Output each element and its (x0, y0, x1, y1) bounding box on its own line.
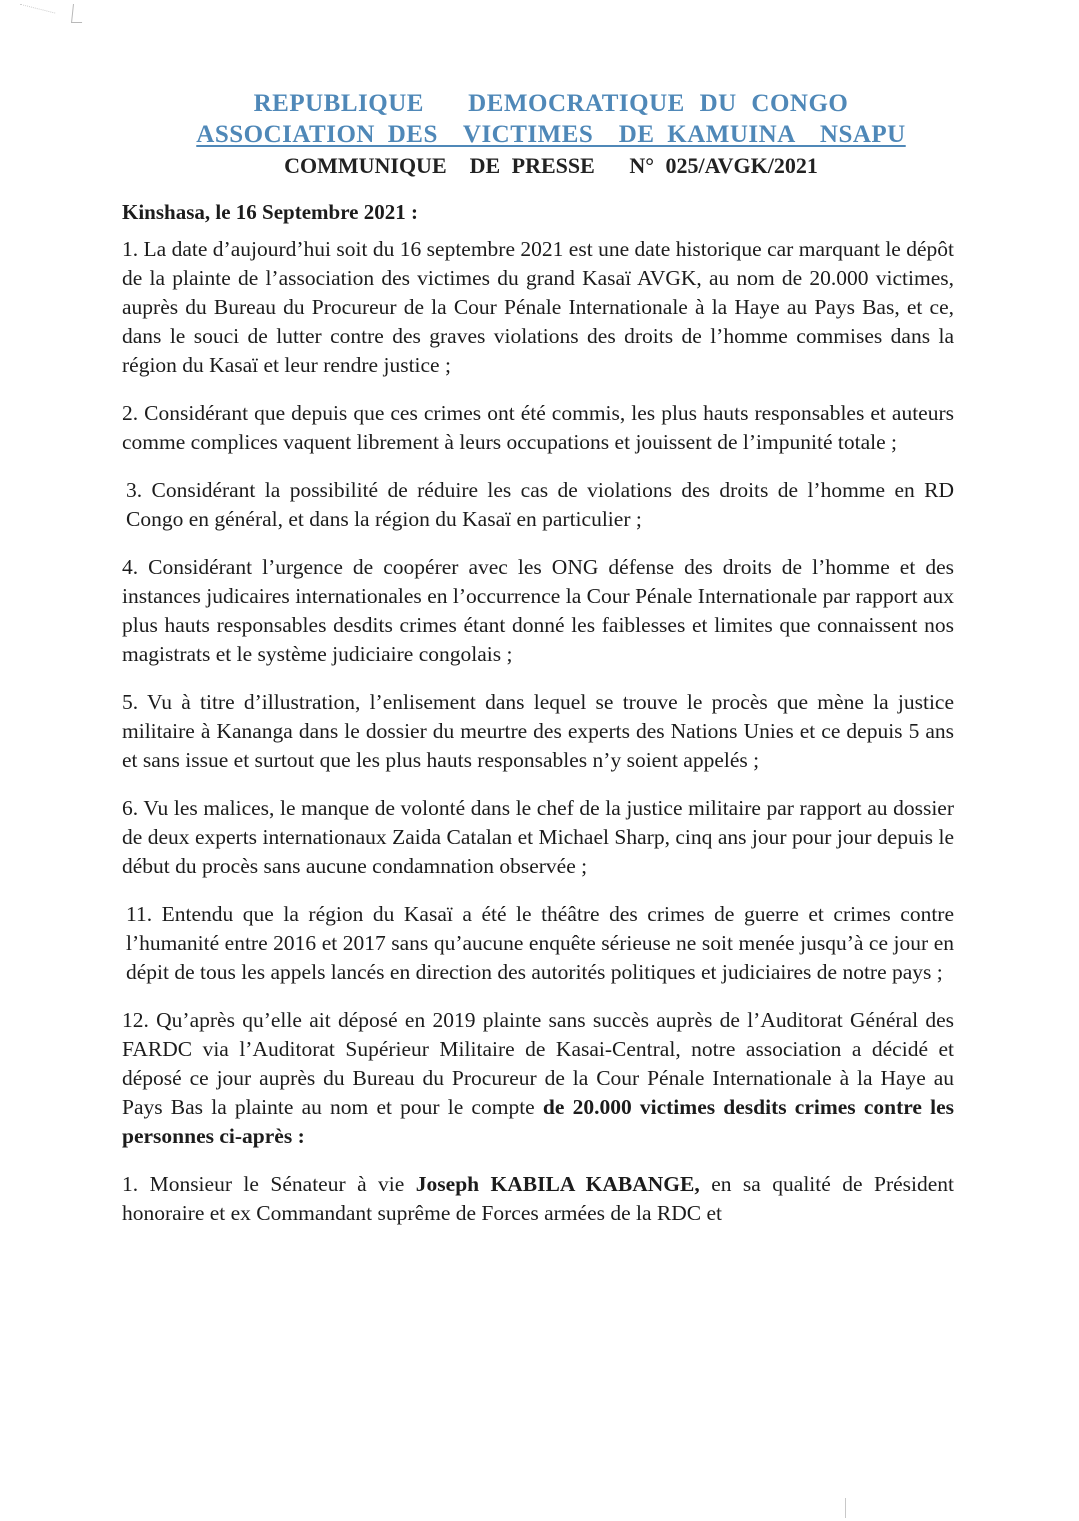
paragraph-12 (122, 1006, 954, 1151)
accused-item-1-suffix: en sa qualité de Président honoraire et ex Commandant suprême de Forces armées de la RDC et (122, 1172, 955, 1225)
accused-item-1 (122, 1170, 954, 1228)
paragraph-4: 4. Considérant l’urgence de coopérer avec les ONG défense des droits de l’homme et des instances judicaires internationales en l’occurrence la Cour Pénale Internationale par rapport aux plus hauts responsables desdits crimes étant donné les faiblesses et limites que connaissent nos magistrats et le système judiciaire congolais ; (122, 555, 954, 666)
document-page (122, 88, 954, 1247)
paragraph-1: 1. La date d’aujourd’hui soit du 16 septembre 2021 est une date historique car marquant le dépôt de la plainte de l’association des victimes du grand Kasaï AVGK, au nom de 20.000 victimes, auprès du Bureau du Procureur de la Cour Pénale Internationale à la Haye au Pays Bas, et ce, dans le souci de lutter contre des graves violations des droits de l’homme commises dans la région du Kasaï et leur rendre justice ; (122, 237, 954, 377)
paragraph-3: 3. Considérant la possibilité de réduire les cas de violations des droits de l’homme en RD Congo en général, et dans la région du Kasaï en particulier ; (126, 478, 954, 531)
header-country: REPUBLIQUE DEMOCRATIQUE DU CONGO (253, 90, 849, 117)
scan-edge-mark (845, 1498, 846, 1518)
scan-smudge (17, 4, 56, 27)
paragraph-2: 2. Considérant que depuis que ces crimes ont été commis, les plus hauts responsables et auteurs comme complices vaquent librement à leurs occupations et jouissent de l’impunité totale ; (122, 401, 954, 454)
accused-item-1-prefix: 1. Monsieur le Sénateur à vie (122, 1172, 405, 1196)
header-association: ASSOCIATION DES VICTIMES DE KAMUINA NSAPU (196, 121, 906, 148)
dateline: Kinshasa, le 16 Septembre 2021 : (122, 200, 418, 224)
paragraph-12-bold: de 20.000 victimes desdits crimes contre les personnes ci-après : (122, 1095, 954, 1148)
paragraph-5: 5. Vu à titre d’illustration, l’enlisement dans lequel se trouve le procès que mène la justice militaire à Kananga dans le dossier du meurtre des experts des Nations Unies et ce depuis 5 ans et sans issue et surtout que les plus hauts responsables n’y soient appelés ; (122, 690, 954, 772)
header-press-release-number: COMMUNIQUE DE PRESSE N° 025/AVGK/2021 (284, 153, 818, 178)
accused-item-1-name: Joseph KABILA KABANGE, (415, 1172, 700, 1196)
document-header (136, 88, 966, 182)
paragraph-12-text: 12. Qu’après qu’elle ait déposé en 2019 plainte sans succès auprès de l’Auditorat Général des FARDC via l’Auditorat Supérieur Militaire de Kasai-Central, notre association a décidé et déposé ce jour auprès du Bureau du Procureur de la Cour Pénale Internationale à la Haye au Pays Bas la plainte au nom et pour le compte (122, 1008, 954, 1119)
paragraph-6: 6. Vu les malices, le manque de volonté dans le chef de la justice militaire par rapport au dossier de deux experts internationaux Zaida Catalan et Michael Sharp, cinq ans jour pour jour depuis le début du procès sans aucune condamnation observée ; (122, 796, 954, 878)
paragraph-11: 11. Entendu que la région du Kasaï a été le théâtre des crimes de guerre et crimes contre l’humanité entre 2016 et 2017 sans qu’aucune enquête sérieuse ne soit menée jusqu’à ce jour en dépit de tous les appels lancés en direction des autorités politiques et judiciaires de notre pays ; (126, 902, 954, 984)
scan-mark (71, 4, 84, 23)
